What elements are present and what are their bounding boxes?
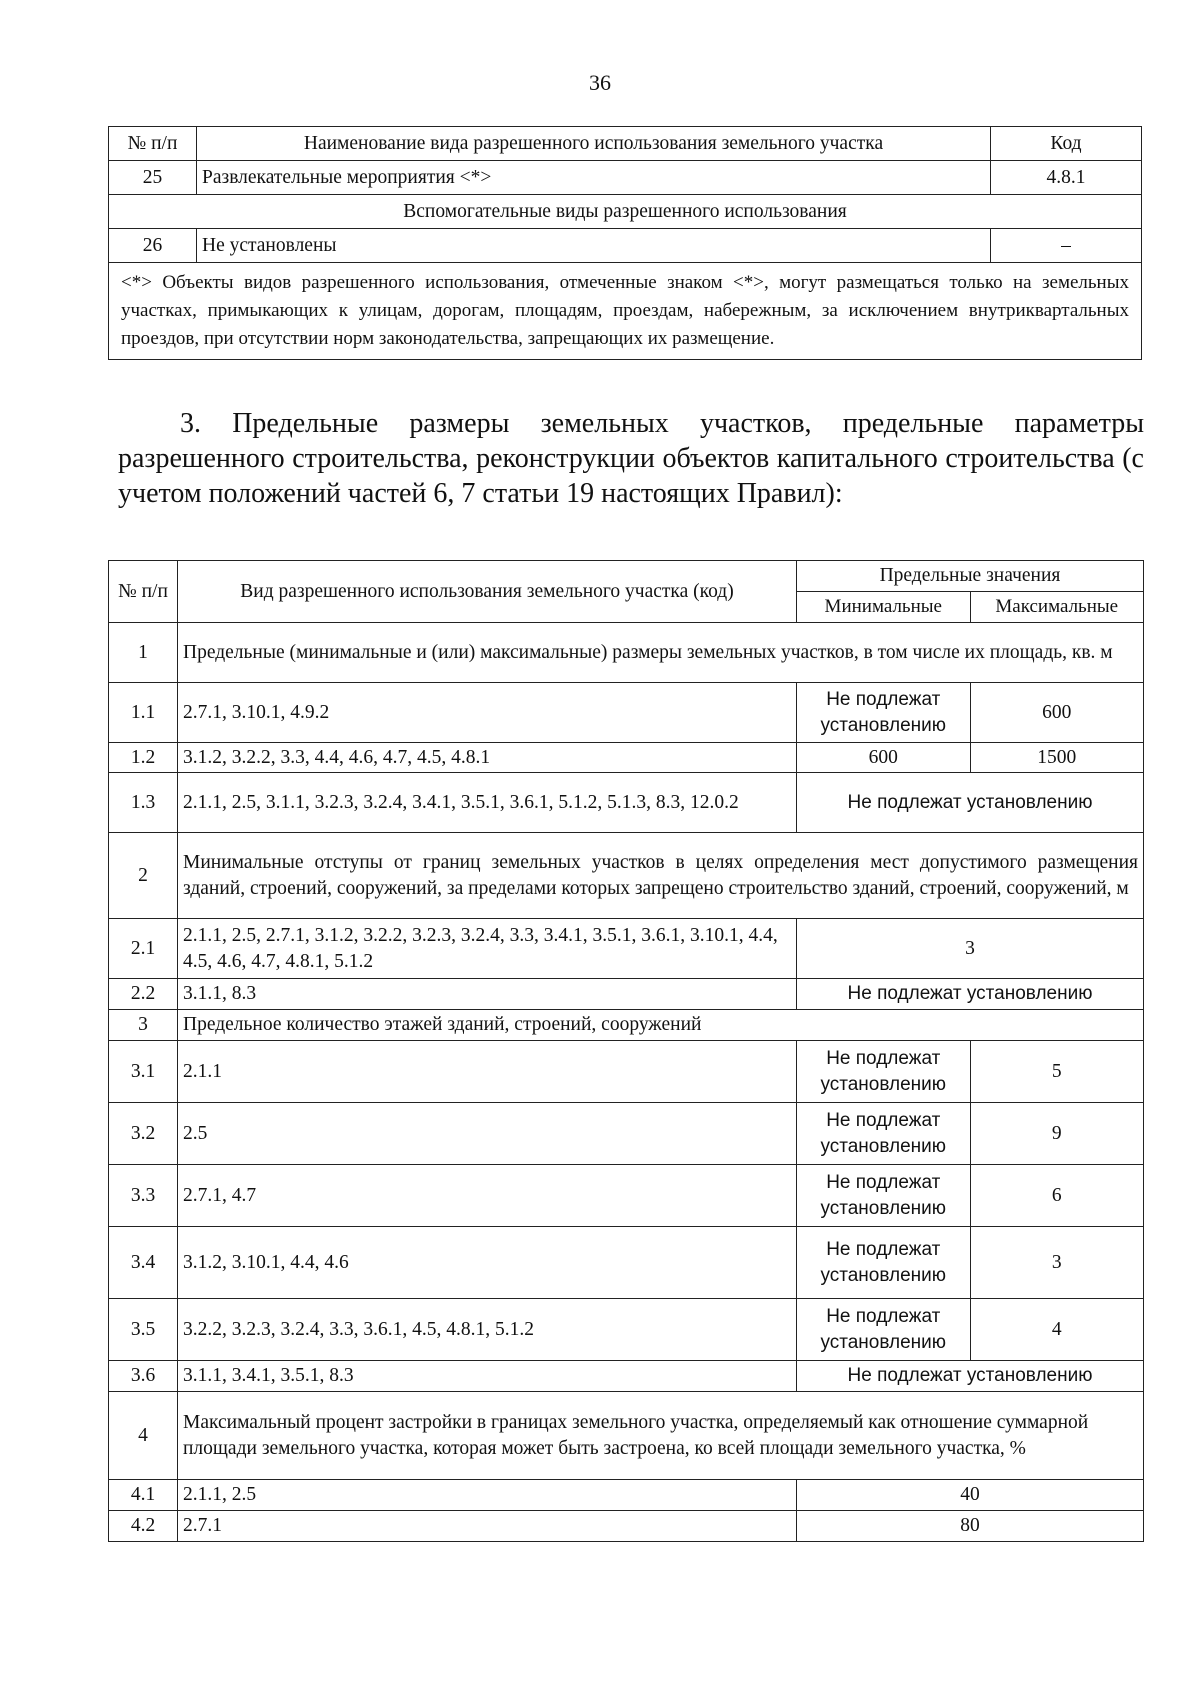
auxiliary-uses-heading: Вспомогательные виды разрешенного использования bbox=[109, 195, 1142, 229]
limit-parameters-table bbox=[108, 560, 1144, 1542]
row-num: 25 bbox=[109, 161, 197, 195]
row-num: 1.2 bbox=[109, 743, 178, 773]
row-max: 600 bbox=[970, 683, 1144, 743]
section-row bbox=[109, 623, 1144, 683]
page-number: 36 bbox=[589, 70, 611, 95]
row-min: Не подлежат установлению bbox=[797, 1041, 971, 1103]
table-row bbox=[109, 1480, 1144, 1511]
row-text: Максимальный процент застройки в границах земельного участка, определяемый как отношение суммарной площади земельного участка, которая может быть застроена, ко всей площади земельного участка, % bbox=[178, 1392, 1144, 1480]
table-row bbox=[109, 919, 1144, 979]
table-row bbox=[109, 1041, 1144, 1103]
row-min: Не подлежат установлению bbox=[797, 1165, 971, 1227]
row-num: 3.1 bbox=[109, 1041, 178, 1103]
row-num: 1.3 bbox=[109, 773, 178, 833]
row-max: 4 bbox=[970, 1299, 1144, 1361]
row-max: 1500 bbox=[970, 743, 1144, 773]
row-value: 80 bbox=[797, 1511, 1144, 1542]
row-codes: 3.1.1, 3.4.1, 3.5.1, 8.3 bbox=[178, 1361, 797, 1392]
row-value: 40 bbox=[797, 1480, 1144, 1511]
footnote: <*> Объекты видов разрешенного использования, отмеченные знаком <*>, могут размещаться только на земельных участках, примыкающих к улицам, дорогам, площадям, проездам, набережным, за исключением внутриквартальных проездов, при отсутствии норм законодательства, запрещающих их размещение. bbox=[109, 263, 1142, 360]
table-row bbox=[109, 1165, 1144, 1227]
row-code: 4.8.1 bbox=[991, 161, 1142, 195]
row-codes: 2.1.1, 2.5 bbox=[178, 1480, 797, 1511]
header-vid: Вид разрешенного использования земельного участка (код) bbox=[178, 561, 797, 623]
table-row bbox=[109, 1227, 1144, 1299]
row-min: Не подлежат установлению bbox=[797, 1299, 971, 1361]
row-value: Не подлежат установлению bbox=[797, 1361, 1144, 1392]
row-num: 2 bbox=[109, 833, 178, 919]
table-row bbox=[109, 1299, 1144, 1361]
row-name: Развлекательные мероприятия <*> bbox=[197, 161, 991, 195]
row-codes: 2.5 bbox=[178, 1103, 797, 1165]
table-row bbox=[109, 1361, 1144, 1392]
header-limits: Предельные значения bbox=[797, 561, 1144, 592]
row-codes: 2.1.1 bbox=[178, 1041, 797, 1103]
table-row bbox=[109, 743, 1144, 773]
row-min: Не подлежат установлению bbox=[797, 683, 971, 743]
row-num: 1 bbox=[109, 623, 178, 683]
section-row bbox=[109, 1010, 1144, 1041]
row-codes: 3.2.2, 3.2.3, 3.2.4, 3.3, 3.6.1, 4.5, 4.8.1, 5.1.2 bbox=[178, 1299, 797, 1361]
section-row bbox=[109, 833, 1144, 919]
table-row bbox=[109, 773, 1144, 833]
row-codes: 3.1.2, 3.10.1, 4.4, 4.6 bbox=[178, 1227, 797, 1299]
row-codes: 2.1.1, 2.5, 3.1.1, 3.2.3, 3.2.4, 3.4.1, 3.5.1, 3.6.1, 5.1.2, 5.1.3, 8.3, 12.0.2 bbox=[178, 773, 797, 833]
row-min: Не подлежат установлению bbox=[797, 1227, 971, 1299]
note-row bbox=[109, 263, 1142, 360]
table-row bbox=[109, 229, 1142, 263]
header-min: Минимальные bbox=[797, 592, 971, 623]
permitted-use-table bbox=[108, 126, 1142, 360]
table-row bbox=[109, 1511, 1144, 1542]
header-num: № п/п bbox=[109, 127, 197, 161]
row-codes: 2.7.1, 3.10.1, 4.9.2 bbox=[178, 683, 797, 743]
table-row bbox=[109, 683, 1144, 743]
row-num: 4 bbox=[109, 1392, 178, 1480]
row-name: Не установлены bbox=[197, 229, 991, 263]
table-row bbox=[109, 1103, 1144, 1165]
header-max: Максимальные bbox=[970, 592, 1144, 623]
row-max: 9 bbox=[970, 1103, 1144, 1165]
row-num: 2.1 bbox=[109, 919, 178, 979]
row-min: 600 bbox=[797, 743, 971, 773]
row-num: 3.3 bbox=[109, 1165, 178, 1227]
header-name: Наименование вида разрешенного использования земельного участка bbox=[197, 127, 991, 161]
row-num: 26 bbox=[109, 229, 197, 263]
row-codes: 2.7.1, 4.7 bbox=[178, 1165, 797, 1227]
row-codes: 3.1.1, 8.3 bbox=[178, 979, 797, 1010]
table-header-row bbox=[109, 127, 1142, 161]
row-num: 3.2 bbox=[109, 1103, 178, 1165]
row-num: 1.1 bbox=[109, 683, 178, 743]
row-num: 3.4 bbox=[109, 1227, 178, 1299]
row-text: Предельное количество этажей зданий, строений, сооружений bbox=[178, 1010, 1144, 1041]
row-max: 5 bbox=[970, 1041, 1144, 1103]
row-num: 4.2 bbox=[109, 1511, 178, 1542]
row-num: 3.5 bbox=[109, 1299, 178, 1361]
subheader-row bbox=[109, 195, 1142, 229]
row-codes: 2.7.1 bbox=[178, 1511, 797, 1542]
row-min: Не подлежат установлению bbox=[797, 1103, 971, 1165]
row-num: 4.1 bbox=[109, 1480, 178, 1511]
section-3-text: 3. Предельные размеры земельных участков, предельные параметры разрешенного строительства, реконструкции объектов капитального строительства (с учетом положений частей 6, 7 статьи 19 настоящих Правил): bbox=[118, 408, 1144, 509]
row-text: Минимальные отступы от границ земельных участков в целях определения мест допустимого размещения зданий, строений, сооружений, за пределами которых запрещено строительство зданий, строений, сооружений, м bbox=[178, 833, 1144, 919]
row-max: 6 bbox=[970, 1165, 1144, 1227]
row-num: 2.2 bbox=[109, 979, 178, 1010]
table-row bbox=[109, 979, 1144, 1010]
row-codes: 2.1.1, 2.5, 2.7.1, 3.1.2, 3.2.2, 3.2.3, 3.2.4, 3.3, 3.4.1, 3.5.1, 3.6.1, 3.10.1, 4.4, 4.5, 4.6, 4.7, 4.8.1, 5.1.2 bbox=[178, 919, 797, 979]
row-codes: 3.1.2, 3.2.2, 3.3, 4.4, 4.6, 4.7, 4.5, 4.8.1 bbox=[178, 743, 797, 773]
table-row bbox=[109, 161, 1142, 195]
table-header-row bbox=[109, 561, 1144, 592]
row-value: Не подлежат установлению bbox=[797, 773, 1144, 833]
row-value: 3 bbox=[797, 919, 1144, 979]
row-text: Предельные (минимальные и (или) максимальные) размеры земельных участков, в том числе их площадь, кв. м bbox=[178, 623, 1144, 683]
header-code: Код bbox=[991, 127, 1142, 161]
row-max: 3 bbox=[970, 1227, 1144, 1299]
header-num: № п/п bbox=[109, 561, 178, 623]
row-code: – bbox=[991, 229, 1142, 263]
section-3-paragraph bbox=[118, 406, 1144, 511]
row-value: Не подлежат установлению bbox=[797, 979, 1144, 1010]
row-num: 3 bbox=[109, 1010, 178, 1041]
row-num: 3.6 bbox=[109, 1361, 178, 1392]
section-row bbox=[109, 1392, 1144, 1480]
